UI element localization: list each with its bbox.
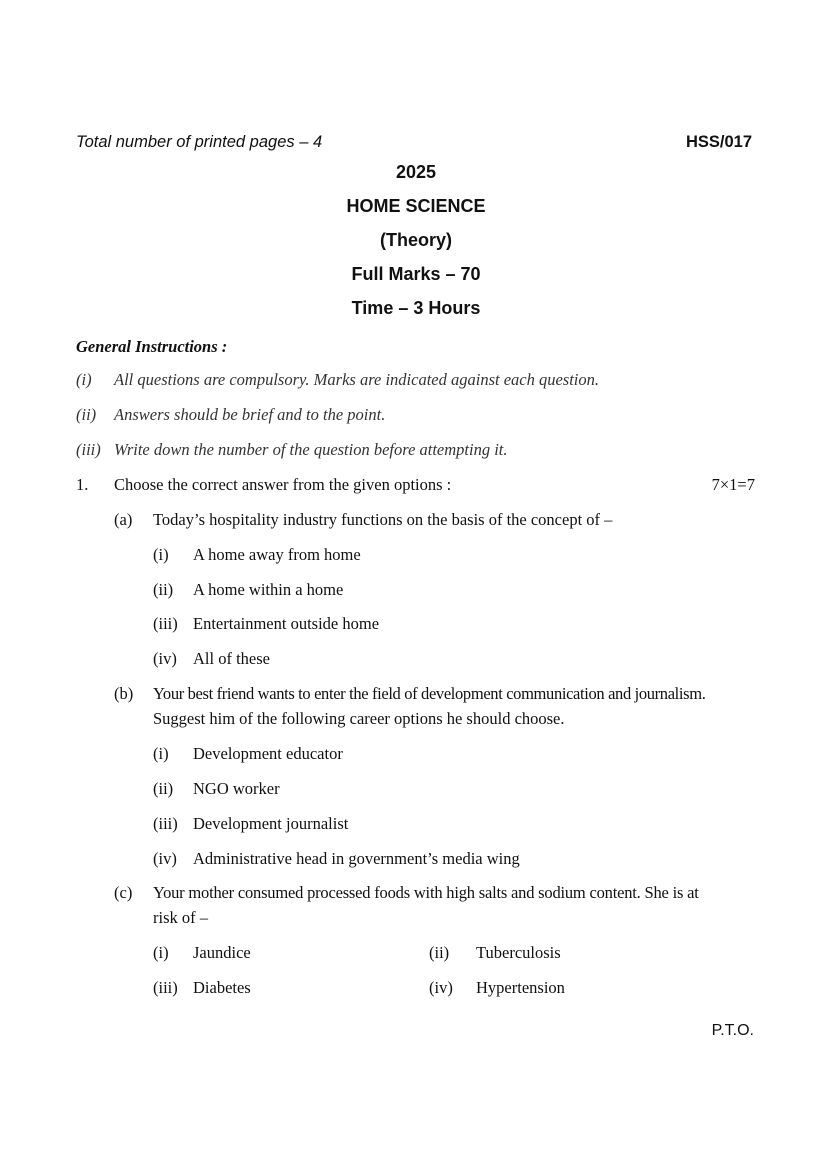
exam-year: 2025 [395, 162, 437, 182]
question-text: Choose the correct answer from the given options : [114, 475, 452, 494]
total-pages-text: Total number of printed pages – 4 [76, 133, 323, 151]
part-label: (c) [114, 883, 133, 902]
general-instructions-title: General Instructions : [76, 337, 228, 356]
option-text: Tuberculosis [476, 943, 561, 962]
instruction-text: Write down the number of the question before attempting it. [114, 440, 508, 459]
instruction-text: Answers should be brief and to the point. [114, 405, 386, 424]
option-text: Development educator [193, 744, 343, 763]
part-label: (b) [114, 684, 134, 703]
option-number: (i) [153, 545, 169, 564]
option-number: (i) [153, 744, 169, 763]
option-text: Hypertension [476, 978, 565, 997]
question-number: 1. [76, 475, 89, 494]
option-number: (iv) [153, 849, 177, 868]
instruction-number: (i) [76, 370, 92, 389]
option-text: NGO worker [193, 779, 280, 798]
option-number: (i) [153, 943, 169, 962]
option-text: Administrative head in government’s media wing [193, 849, 520, 868]
option-text: A home away from home [193, 545, 361, 564]
instruction-number: (ii) [76, 405, 97, 424]
full-marks: Full Marks – 70 [351, 264, 481, 284]
exam-time: Time – 3 Hours [351, 298, 481, 318]
option-text: Entertainment outside home [193, 614, 380, 633]
pto-marker: P.T.O. [711, 1022, 754, 1039]
option-number: (iii) [153, 978, 178, 997]
question-marks: 7×1=7 [711, 475, 755, 494]
instruction-number: (iii) [76, 440, 101, 459]
paper-code: HSS/017 [685, 133, 752, 151]
paper-type: (Theory) [380, 230, 452, 250]
part-label: (a) [114, 510, 133, 529]
part-stem: Your mother consumed processed foods with high salts and sodium content. She is at [153, 883, 699, 902]
option-number: (iii) [153, 814, 178, 833]
option-text: Jaundice [193, 943, 251, 962]
option-text: All of these [193, 649, 270, 668]
option-number: (iii) [153, 614, 178, 633]
option-number: (iv) [153, 649, 177, 668]
option-text: A home within a home [193, 580, 344, 599]
part-stem: Your best friend wants to enter the field of development communication and journalism. [153, 684, 706, 703]
option-text: Diabetes [193, 978, 251, 997]
subject-title: HOME SCIENCE [346, 196, 486, 216]
option-text: Development journalist [193, 814, 349, 833]
part-stem: Suggest him of the following career options he should choose. [153, 709, 565, 728]
option-number: (iv) [429, 978, 453, 997]
part-stem: risk of – [153, 908, 208, 927]
option-number: (ii) [153, 580, 174, 599]
part-stem: Today’s hospitality industry functions on the basis of the concept of – [153, 510, 613, 529]
instruction-text: All questions are compulsory. Marks are indicated against each question. [114, 370, 600, 389]
option-number: (ii) [429, 943, 450, 962]
option-number: (ii) [153, 779, 174, 798]
